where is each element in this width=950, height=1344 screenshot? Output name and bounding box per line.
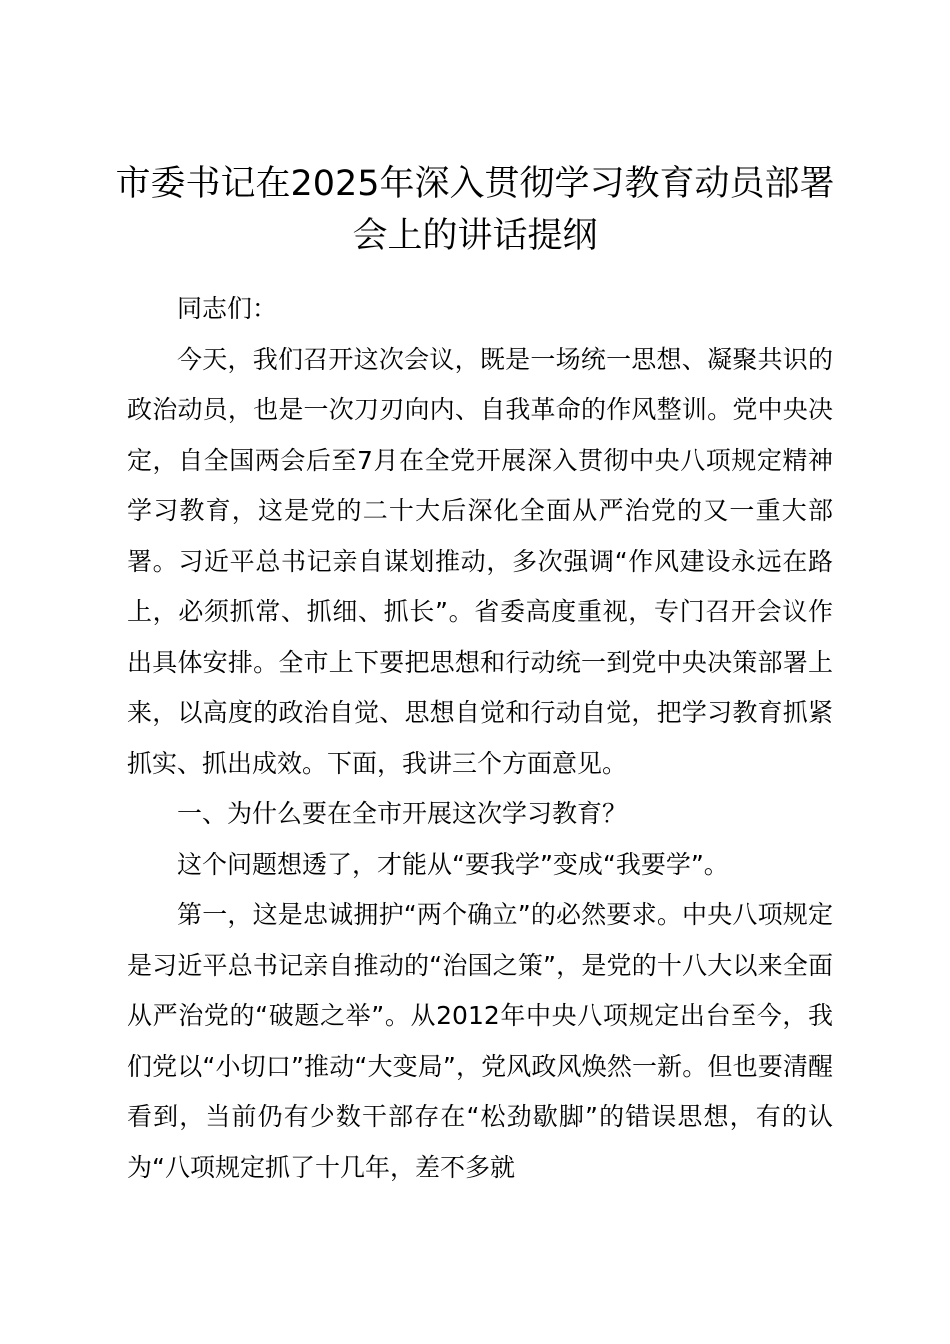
body-paragraph: 今天，我们召开这次会议，既是一场统一思想、凝聚共识的政治动员，也是一次刀刃向内、自我革命的作风整训。党中央决定，自全国两会后至7月在全党开展深入贯彻中央八项规定精神学习教育，这是党的二十大后深化全面从严治党的又一重大部署。习近平总书记亲自谋划推动，多次强调“作风建设永远在路上，必须抓常、抓细、抓长”。省委高度重视，专门召开会议作出具体安排。全市上下要把思想和行动统一到党中央决策部署上来，以高度的政治自觉、思想自觉和行动自觉，把学习教育抓紧抓实、抓出成效。下面，我讲三个方面意见。 [127, 344, 833, 778]
document-title: 市委书记在2025年深入贯彻学习教育动员部署会上的讲话提纲 [115, 164, 835, 256]
document-body [127, 284, 833, 1193]
section-heading: 一、为什么要在全市开展这次学习教育？ [177, 799, 628, 828]
body-paragraph: 这个问题想透了，才能从“要我学”变成“我要学”。 [177, 849, 729, 879]
salutation: 同志们： [177, 294, 278, 323]
body-paragraph: 第一，这是忠诚拥护“两个确立”的必然要求。中央八项规定是习近平总书记亲自推动的“治国之策”，是党的十八大以来全面从严治党的“破题之举”。从2012年中央八项规定出台至今，我们党以“小切口”推动“大变局”，党风政风焕然一新。但也要清醒看到，当前仍有少数干部存在“松劲歇脚”的错误思想，有的认为“八项规定抓了十几年，差不多就 [127, 900, 833, 1182]
